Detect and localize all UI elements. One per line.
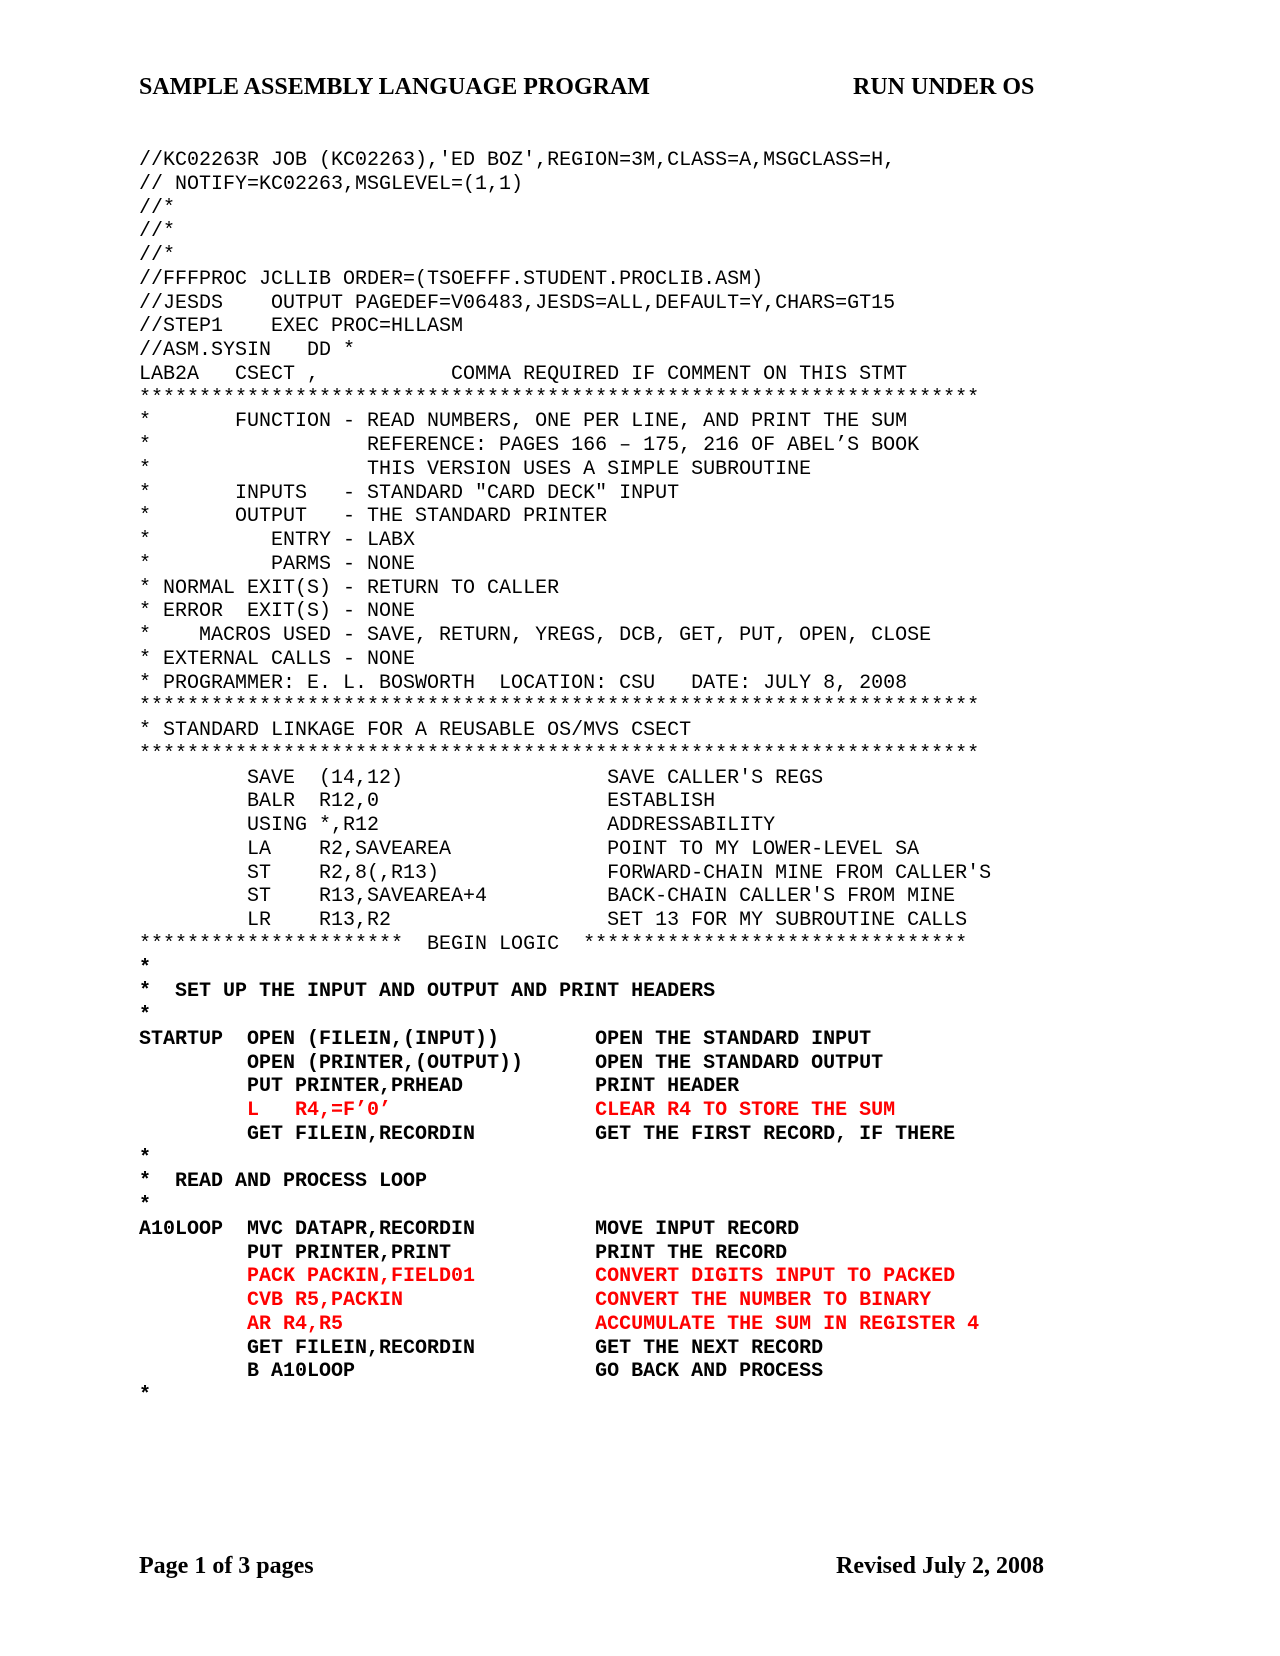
code-line: * STANDARD LINKAGE FOR A REUSABLE OS/MVS CSECT xyxy=(139,719,692,742)
code-line: LA R2,SAVEAREA POINT TO MY LOWER-LEVEL SA xyxy=(139,837,920,861)
code-line: OPEN (PRINTER,(OUTPUT)) OPEN THE STANDARD OUTPUT xyxy=(139,1051,884,1075)
code-line xyxy=(139,1099,1139,1123)
code-line: ********************** BEGIN LOGIC ******************************** xyxy=(139,932,968,956)
code-line: * REFERENCE: PAGES 166 – 175, 216 OF ABEL’S BOOK xyxy=(139,434,920,457)
code-line: PUT PRINTER,PRHEAD PRINT HEADER xyxy=(139,1075,740,1099)
code-line: * PARMS - NONE xyxy=(139,552,416,576)
code-line: A10LOOP MVC DATAPR,RECORDIN MOVE INPUT RECORD xyxy=(139,1217,800,1241)
code-line: BALR R12,0 ESTABLISH xyxy=(139,790,716,814)
code-line: * FUNCTION - READ NUMBERS, ONE PER LINE, AND PRINT THE SUM xyxy=(139,410,908,434)
code-line: GET FILEIN,RECORDIN GET THE NEXT RECORD xyxy=(139,1336,824,1360)
code-line: ********************************************************************** xyxy=(139,695,980,719)
code-line: //JESDS OUTPUT PAGEDEF=V06483,JESDS=ALL,DEFAULT=Y,CHARS=GT15 xyxy=(139,291,896,315)
code-line: PUT PRINTER,PRINT PRINT THE RECORD xyxy=(139,1241,788,1265)
revision-date: Revised July 2, 2008 xyxy=(835,1553,1044,1579)
code-line: // NOTIFY=KC02263,MSGLEVEL=(1,1) xyxy=(139,172,524,196)
code-line: //KC02263R JOB (KC02263),'ED BOZ',REGION=3M,CLASS=A,MSGCLASS=H, xyxy=(139,149,896,172)
code-line: * EXTERNAL CALLS - NONE xyxy=(139,647,416,671)
code-line: * xyxy=(139,1146,152,1170)
code-line xyxy=(139,1313,1139,1337)
code-line: * ERROR EXIT(S) - NONE xyxy=(139,600,416,624)
code-line: * READ AND PROCESS LOOP xyxy=(139,1170,428,1194)
code-line: SAVE (14,12) SAVE CALLER'S REGS xyxy=(139,766,824,790)
code-line: * xyxy=(139,1194,152,1217)
code-line: * xyxy=(139,1384,152,1407)
code-line: USING *,R12 ADDRESSABILITY xyxy=(139,814,776,837)
code-line: ST R13,SAVEAREA+4 BACK-CHAIN CALLER'S FROM MINE xyxy=(139,885,956,909)
program-listing xyxy=(139,149,1139,1408)
code-line: //STEP1 EXEC PROC=HLLASM xyxy=(139,315,464,339)
code-line: //ASM.SYSIN DD * xyxy=(139,339,356,362)
code-line: LAB2A CSECT , COMMA REQUIRED IF COMMENT ON THIS STMT xyxy=(139,362,908,386)
highlighted-code-text: AR R4,R5 ACCUMULATE THE SUM IN REGISTER 4 xyxy=(139,1312,980,1336)
code-line: * xyxy=(139,1004,152,1027)
document-title: SAMPLE ASSEMBLY LANGUAGE PROGRAM xyxy=(139,74,650,100)
code-line: //* xyxy=(139,220,176,244)
highlighted-code-text: PACK PACKIN,FIELD01 CONVERT DIGITS INPUT TO PACKED xyxy=(139,1265,956,1289)
run-environment-label: RUN UNDER OS xyxy=(853,74,1035,100)
code-line: * INPUTS - STANDARD "CARD DECK" INPUT xyxy=(139,481,680,505)
highlighted-code-text: L R4,=F’0’ CLEAR R4 TO STORE THE SUM xyxy=(139,1099,896,1122)
code-line xyxy=(139,1289,1139,1313)
page-number: Page 1 of 3 pages xyxy=(139,1553,314,1579)
code-line: GET FILEIN,RECORDIN GET THE FIRST RECORD, IF THERE xyxy=(139,1122,956,1146)
code-line: //* xyxy=(139,244,176,267)
code-line: STARTUP OPEN (FILEIN,(INPUT)) OPEN THE STANDARD INPUT xyxy=(139,1027,872,1051)
code-line: * ENTRY - LABX xyxy=(139,529,416,552)
code-line: * THIS VERSION USES A SIMPLE SUBROUTINE xyxy=(139,457,812,481)
code-line xyxy=(139,1265,1139,1289)
code-line: * NORMAL EXIT(S) - RETURN TO CALLER xyxy=(139,576,560,600)
highlighted-code-text: CVB R5,PACKIN CONVERT THE NUMBER TO BINARY xyxy=(139,1289,932,1312)
code-line: ********************************************************************** xyxy=(139,386,980,410)
code-line: * SET UP THE INPUT AND OUTPUT AND PRINT HEADERS xyxy=(139,980,716,1004)
code-line: //FFFPROC JCLLIB ORDER=(TSOEFFF.STUDENT.PROCLIB.ASM) xyxy=(139,267,764,291)
code-line: * MACROS USED - SAVE, RETURN, YREGS, DCB, GET, PUT, OPEN, CLOSE xyxy=(139,624,932,647)
code-line: * OUTPUT - THE STANDARD PRINTER xyxy=(139,505,608,529)
code-line: * xyxy=(139,956,152,980)
code-line: ********************************************************************** xyxy=(139,742,980,766)
code-line: B A10LOOP GO BACK AND PROCESS xyxy=(139,1360,824,1384)
code-line: ST R2,8(,R13) FORWARD-CHAIN MINE FROM CALLER'S xyxy=(139,861,992,885)
code-line: * PROGRAMMER: E. L. BOSWORTH LOCATION: CSU DATE: JULY 8, 2008 xyxy=(139,671,908,695)
code-line: LR R13,R2 SET 13 FOR MY SUBROUTINE CALLS xyxy=(139,909,968,932)
code-line: //* xyxy=(139,196,176,220)
